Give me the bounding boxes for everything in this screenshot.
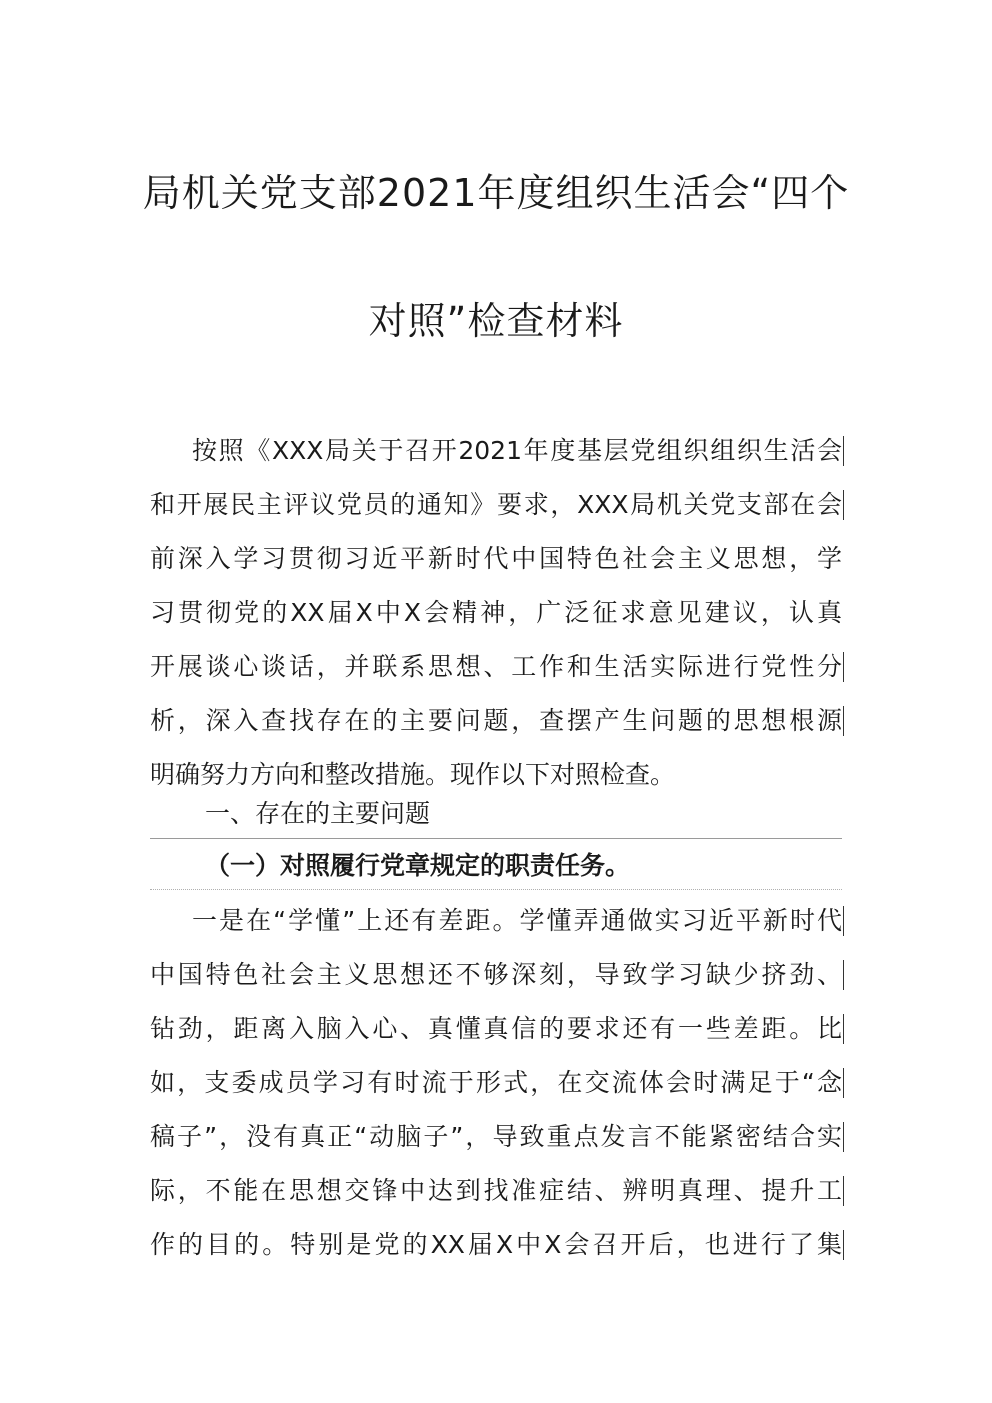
- document-title-line-1: 局机关党支部2021年度组织生活会“四个: [142, 171, 850, 215]
- intro-line-7: 明确努力方向和整改措施。现作以下对照检查。: [150, 760, 676, 789]
- section-heading-main-problems: 一、存在的主要问题: [205, 799, 431, 828]
- body-line-4: 如，支委成员学习有时流于形式，在交流体会时满足于“念: [150, 1056, 842, 1110]
- body-line-1: 一是在“学懂”上还有差距。学懂弄通做实习近平新时代: [150, 894, 842, 948]
- intro-line-4: 习贯彻党的XX届X中X会精神，广泛征求意见建议，认真: [150, 598, 842, 627]
- body-line-7: 作的目的。特别是党的XX届X中X会召开后，也进行了集: [150, 1218, 842, 1272]
- subsection-heading-1: （一）对照履行党章规定的职责任务。: [205, 851, 631, 880]
- section-divider: [150, 838, 842, 839]
- intro-paragraph: [150, 424, 842, 802]
- intro-line-2: 和开展民主评议党员的通知》要求，XXX局机关党支部在会: [150, 478, 842, 532]
- intro-line-3: 前深入学习贯彻习近平新时代中国特色社会主义思想，学: [150, 544, 842, 573]
- subsection-divider: [150, 889, 842, 890]
- body-line-5: 稿子”，没有真正“动脑子”，导致重点发言不能紧密结合实: [150, 1110, 842, 1164]
- intro-line-6: 析，深入查找存在的主要问题，查摆产生问题的思想根源: [150, 694, 842, 748]
- body-paragraph: [150, 894, 842, 1272]
- intro-line-5: 开展谈心谈话，并联系思想、工作和生活实际进行党性分: [150, 640, 842, 694]
- document-title-line-2: 对照”检查材料: [368, 299, 624, 343]
- body-line-3: 钻劲，距离入脑入心、真懂真信的要求还有一些差距。比: [150, 1002, 842, 1056]
- body-line-2: 中国特色社会主义思想还不够深刻，导致学习缺少挤劲、: [150, 948, 842, 1002]
- body-line-6: 际，不能在思想交锋中达到找准症结、辨明真理、提升工: [150, 1164, 842, 1218]
- intro-line-1: 按照《XXX局关于召开2021年度基层党组织组织生活会: [150, 424, 842, 478]
